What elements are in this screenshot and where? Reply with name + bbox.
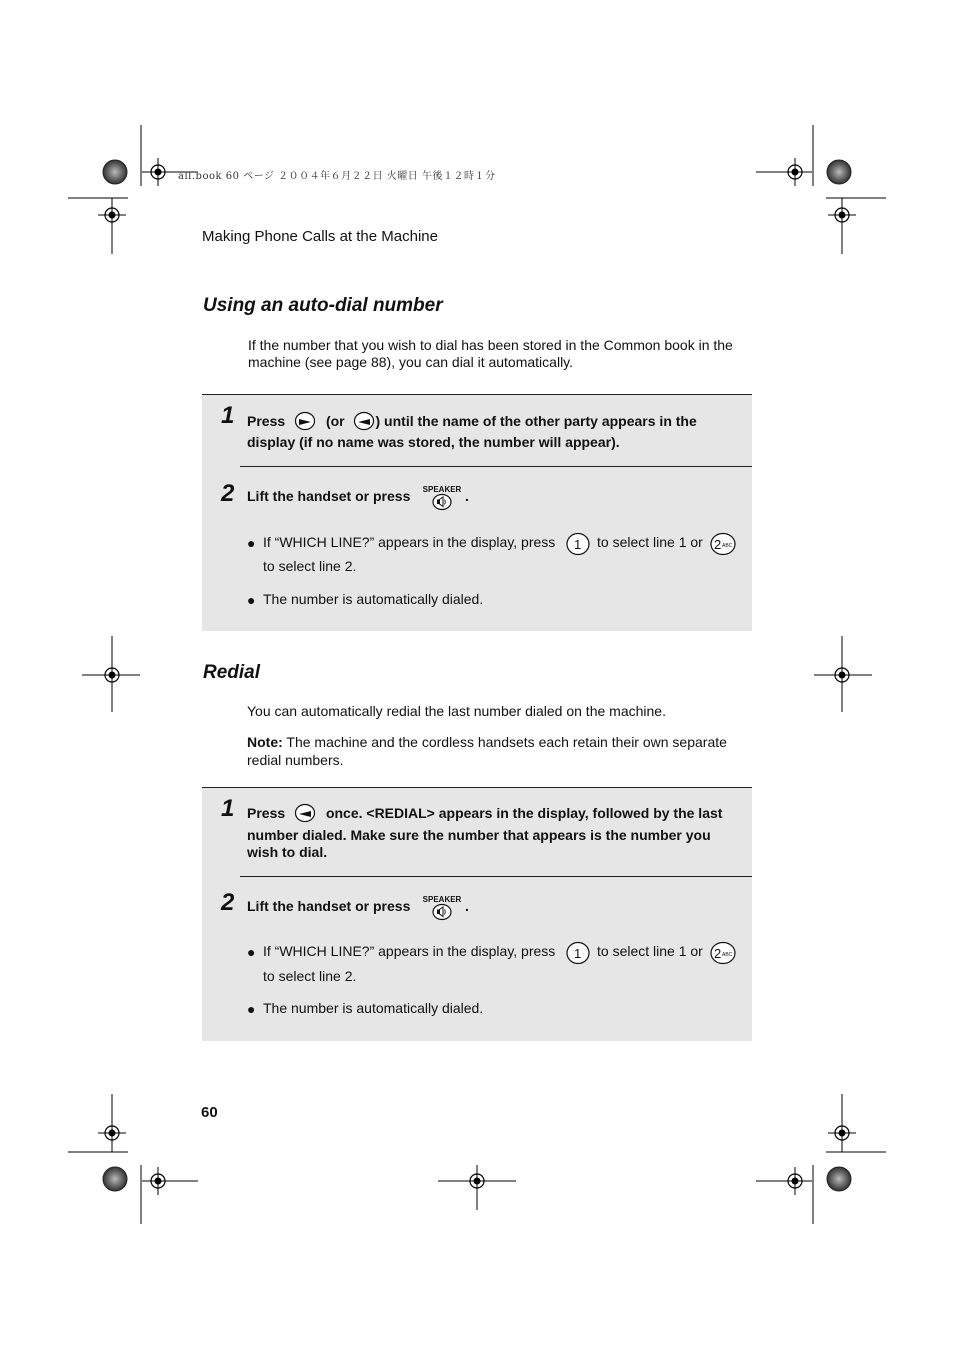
left-arrow-key-icon — [294, 801, 316, 828]
redial-step1-number: 1 — [221, 795, 235, 822]
section-heading-autodial: Using an auto-dial number — [203, 295, 443, 316]
running-head: Making Phone Calls at the Machine — [202, 228, 438, 245]
speaker-key-icon — [423, 484, 463, 517]
redial-note-line1 — [247, 733, 727, 751]
key-2-icon — [709, 940, 737, 971]
redial-step1-rest: once. <REDIAL> appears in the display, followed by the last — [325, 805, 723, 822]
redial-step1-line2: number dialed. Make sure the number that appears is the number you — [247, 827, 711, 843]
redial-step2-number: 2 — [221, 889, 235, 916]
autodial-step1-or: (or — [325, 413, 345, 430]
autodial-bullet1-part2: to select line 1 or — [597, 534, 703, 550]
redial-step1-line1 — [247, 801, 747, 828]
autodial-step1-number: 1 — [221, 402, 235, 429]
autodial-intro-line1: If the number that you wish to dial has been stored in the Common book in the — [248, 337, 733, 353]
bullet-dot: ● — [247, 1001, 256, 1017]
key-2-sublabel: ABC — [722, 543, 733, 549]
autodial-step2-text: Lift the handset or press — [247, 488, 411, 504]
redial-note-line2: redial numbers. — [247, 752, 344, 768]
redial-step1-line3: wish to dial. — [247, 844, 328, 860]
key-2-label: 2 — [714, 946, 722, 961]
redial-bullet1-line2: to select line 2. — [263, 968, 357, 984]
redial-bullet1-part1: If “WHICH LINE?” appears in the display, press — [263, 943, 556, 959]
autodial-step1-line2: display (if no name was stored, the number will appear). — [247, 434, 620, 450]
autodial-intro-line2: machine (see page 88), you can dial it automatically. — [248, 354, 574, 370]
key-1-icon — [565, 940, 591, 971]
autodial-top-rule — [202, 394, 752, 395]
print-slug: all.book 60 ページ ２００４年６月２２日 火曜日 午後１２時１分 — [178, 171, 496, 182]
autodial-step1-rest: ) until the name of the other party appears in the — [375, 413, 697, 430]
key-1-label: 1 — [574, 537, 582, 552]
bullet-dot: ● — [247, 535, 256, 551]
redial-step2-text: Lift the handset or press — [247, 898, 411, 914]
section-heading-redial: Redial — [203, 662, 261, 683]
redial-step2-period: . — [465, 898, 469, 914]
autodial-step2-period: . — [465, 488, 469, 504]
redial-step-divider — [240, 876, 752, 877]
autodial-bullet1-part1: If “WHICH LINE?” appears in the display, press — [263, 534, 556, 550]
bullet-dot: ● — [247, 944, 256, 960]
key-2-icon — [709, 531, 737, 562]
speaker-key-label: SPEAKER — [423, 895, 462, 904]
bullet-dot: ● — [247, 592, 256, 608]
redial-intro: You can automatically redial the last number dialed on the machine. — [247, 703, 666, 719]
redial-bullet2: The number is automatically dialed. — [263, 1000, 484, 1016]
page-number: 60 — [201, 1104, 218, 1121]
autodial-step-divider — [240, 466, 752, 467]
key-2-label: 2 — [714, 537, 722, 552]
redial-top-rule — [202, 787, 752, 788]
autodial-bullet2: The number is automatically dialed. — [263, 591, 484, 607]
key-1-icon — [565, 531, 591, 562]
redial-note-label: Note: — [247, 734, 283, 750]
speaker-key-icon — [423, 894, 463, 927]
autodial-bullet1-line2: to select line 2. — [263, 558, 357, 574]
redial-bullet1-part2: to select line 1 or — [597, 943, 703, 959]
speaker-key-label: SPEAKER — [423, 485, 462, 494]
key-1-label: 1 — [574, 946, 582, 961]
autodial-step2-number: 2 — [221, 480, 235, 507]
redial-step1-press: Press — [247, 805, 286, 822]
key-2-sublabel: ABC — [722, 952, 733, 958]
autodial-step1-press: Press — [247, 413, 286, 430]
redial-note-text: The machine and the cordless handsets each retain their own separate — [286, 734, 727, 750]
